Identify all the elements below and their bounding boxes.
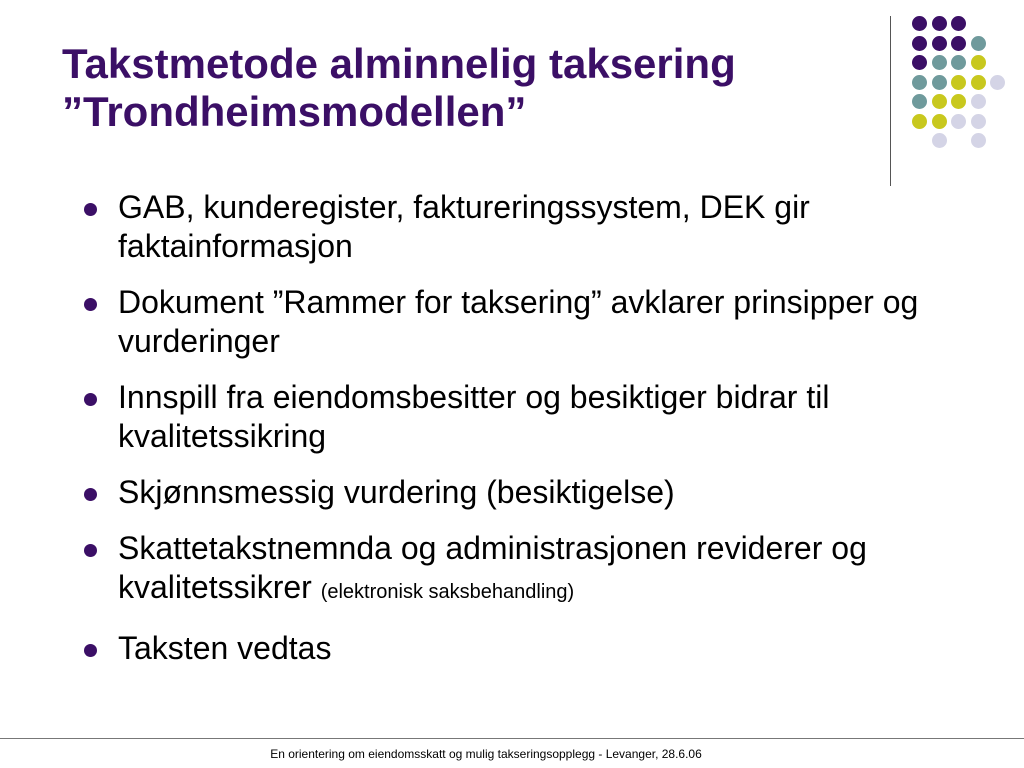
bullet-dot-icon — [84, 644, 97, 657]
decorative-dot — [951, 114, 966, 129]
bullet-dot-icon — [84, 393, 97, 406]
bullet-text: Innspill fra eiendomsbesitter og besiktiger bidrar til kvalitetssikring — [118, 379, 830, 454]
footer-divider — [0, 738, 1024, 739]
bullet-list — [78, 188, 958, 685]
decorative-dot — [971, 94, 986, 109]
bullet-dot-icon — [84, 488, 97, 501]
bullet-item — [78, 283, 958, 361]
decorative-dot — [951, 36, 966, 51]
bullet-text: GAB, kunderegister, faktureringssystem, DEK gir faktainformasjon — [118, 189, 810, 264]
slide-title — [62, 40, 882, 136]
decorative-dot — [990, 75, 1005, 90]
decorative-dot — [932, 75, 947, 90]
bullet-dot-icon — [84, 298, 97, 311]
bullet-text: Dokument ”Rammer for taksering” avklarer prinsipper og vurderinger — [118, 284, 919, 359]
bullet-text: Taksten vedtas — [118, 630, 332, 666]
bullet-note: (elektronisk saksbehandling) — [320, 581, 575, 603]
decorative-dot — [932, 114, 947, 129]
slide-title-line-2: ”Trondheimsmodellen” — [62, 88, 527, 135]
title-divider — [890, 16, 891, 186]
decorative-dot — [971, 114, 986, 129]
decorative-dot — [971, 55, 986, 70]
decorative-dot — [912, 114, 927, 129]
slide-footer: En orientering om eiendomsskatt og mulig takseringsopplegg - Levanger, 28.6.06 — [270, 747, 702, 761]
decorative-dot — [932, 133, 947, 148]
decorative-dot — [971, 75, 986, 90]
decorative-dot — [912, 75, 927, 90]
decorative-dot — [951, 16, 966, 31]
decorative-dot — [951, 94, 966, 109]
bullet-text: Skattetakstnemnda og administrasjonen reviderer og kvalitetssikrer — [118, 530, 867, 605]
bullet-item — [78, 378, 958, 456]
decorative-dot — [971, 36, 986, 51]
decorative-dot — [912, 16, 927, 31]
decorative-dot — [951, 75, 966, 90]
slide-title-line-1: Takstmetode alminnelig taksering — [62, 40, 736, 87]
decorative-dot — [912, 94, 927, 109]
decorative-dot — [932, 16, 947, 31]
bullet-item — [78, 473, 958, 512]
bullet-dot-icon — [84, 544, 97, 557]
decorative-dot — [951, 55, 966, 70]
bullet-dot-icon — [84, 203, 97, 216]
decorative-dot — [971, 133, 986, 148]
decorative-dot — [912, 36, 927, 51]
bullet-item — [78, 629, 958, 668]
bullet-item — [78, 188, 958, 266]
decorative-dot — [932, 36, 947, 51]
bullet-item — [78, 529, 958, 612]
decorative-dot — [932, 55, 947, 70]
bullet-text: Skjønnsmessig vurdering (besiktigelse) — [118, 474, 675, 510]
decorative-dot — [912, 55, 927, 70]
decorative-dot — [932, 94, 947, 109]
